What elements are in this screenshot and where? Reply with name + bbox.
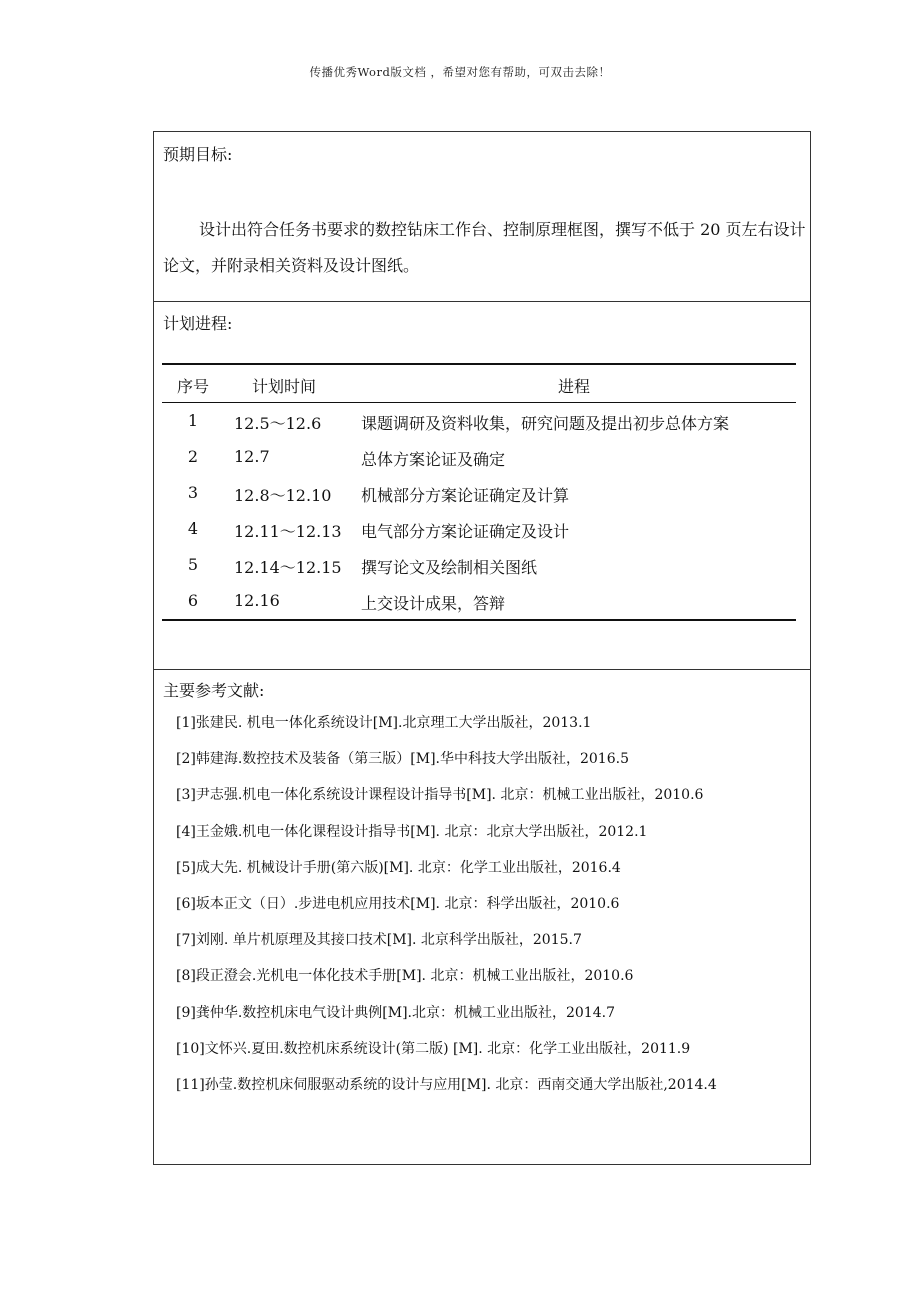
list-item: [2]韩建海.数控技术及装备（第三版）[M].华中科技大学出版社，2016.5 [176, 751, 629, 768]
row-task: 课题调研及资料收集，研究问题及提出初步总体方案 [361, 414, 730, 433]
list-item: [5]成大先. 机械设计手册(第六版)[M]. 北京：化学工业出版社，2016.4 [176, 859, 621, 876]
plan-title: 计划进程: [163, 314, 233, 333]
row-no: 2 [187, 447, 199, 466]
goal-text: 设计出符合任务书要求的数控钻床工作台、控制原理框图，撰写不低于 20 页左右设计论文，并附录相关资料及设计图纸。 [163, 220, 806, 275]
list-item: [9]龚仲华.数控机床电气设计典例[M].北京：机械工业出版社，2014.7 [176, 1004, 615, 1021]
row-no: 1 [187, 411, 199, 430]
plan-section [153, 301, 811, 670]
goal-section [153, 131, 811, 302]
column-header-time: 计划时间 [252, 377, 317, 396]
reference-list [176, 712, 717, 1110]
row-time: 12.16 [234, 591, 280, 610]
references-section [153, 669, 811, 1165]
goal-title: 预期目标: [163, 145, 233, 164]
table-row [162, 403, 796, 439]
plan-table-header [162, 365, 796, 403]
column-header-no: 序号 [176, 377, 209, 396]
list-item: [6]坂本正文（日）.步进电机应用技术[M]. 北京：科学出版社，2010.6 [176, 895, 620, 912]
references-title: 主要参考文献: [163, 681, 265, 700]
list-item: [3]尹志强.机电一体化系统设计课程设计指导书[M]. 北京：机械工业出版社，2010.6 [176, 787, 704, 804]
table-row [162, 583, 796, 619]
list-item: [10]文怀兴.夏田.数控机床系统设计(第二版) [M]. 北京：化学工业出版社，2011.9 [176, 1040, 691, 1057]
plan-table [162, 363, 796, 621]
row-task: 撰写论文及绘制相关图纸 [361, 558, 538, 577]
list-item: [8]段正澄会.光机电一体化技术手册[M]. 北京：机械工业出版社，2010.6 [176, 968, 634, 985]
list-item: [4]王金娥.机电一体化课程设计指导书[M]. 北京：北京大学出版社，2012.1 [176, 823, 648, 840]
row-time: 12.8～12.10 [234, 486, 332, 505]
row-time: 12.5～12.6 [234, 414, 322, 433]
row-no: 6 [187, 591, 199, 610]
row-task: 机械部分方案论证确定及计算 [361, 486, 570, 505]
row-time: 12.14～12.15 [234, 558, 342, 577]
row-no: 3 [187, 483, 199, 502]
row-no: 4 [187, 519, 199, 538]
column-header-task: 进程 [558, 377, 591, 396]
table-row [162, 475, 796, 511]
table-row [162, 439, 796, 475]
table-row [162, 511, 796, 547]
table-row [162, 547, 796, 583]
page-header-note: 传播优秀Word版文档 ，希望对您有帮助，可双击去除！ [309, 65, 611, 79]
row-task: 电气部分方案论证确定及设计 [361, 522, 570, 541]
list-item: [11]孙莹.数控机床伺服驱动系统的设计与应用[M]. 北京：西南交通大学出版社,2014.4 [176, 1076, 717, 1093]
row-task: 上交设计成果，答辩 [361, 594, 506, 613]
row-time: 12.11～12.13 [234, 522, 342, 541]
row-no: 5 [187, 555, 199, 574]
row-time: 12.7 [234, 447, 270, 466]
row-task: 总体方案论证及确定 [361, 450, 506, 469]
list-item: [7]刘刚. 单片机原理及其接口技术[M]. 北京科学出版社，2015.7 [176, 932, 582, 949]
list-item: [1]张建民. 机电一体化系统设计[M].北京理工大学出版社，2013.1 [176, 715, 592, 731]
